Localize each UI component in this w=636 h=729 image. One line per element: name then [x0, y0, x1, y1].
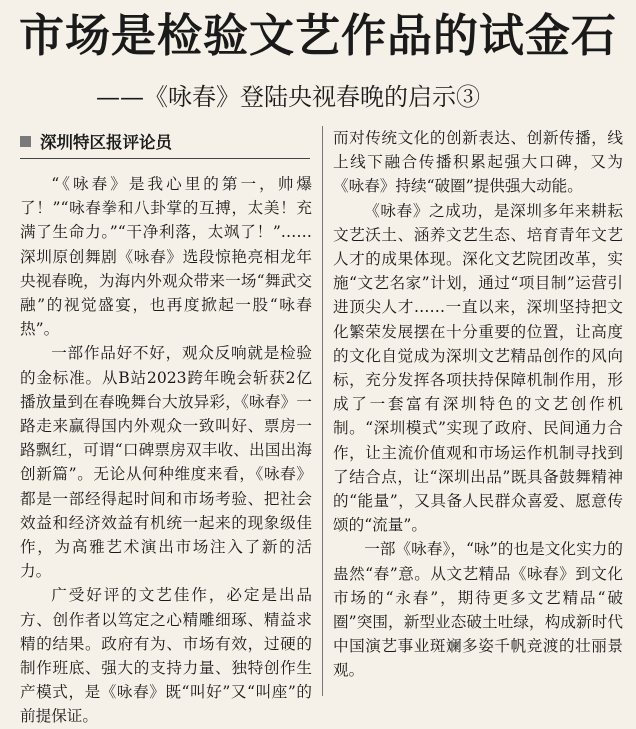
- column-divider: [322, 126, 323, 696]
- right-column: [333, 126, 623, 696]
- paragraph: 广受好评的文艺佳作，必定是出品方、创作者以笃定之心精雕细琢、精益求精的结果。政府有为、市场有效，过硬的制作班底、强大的支持力量、独特创作生产模式，是《咏春》既“叫好”又“叫座”的前提保证。: [20, 586, 312, 726]
- byline: [20, 130, 172, 152]
- headline: 市场是检验文艺作品的试金石: [18, 9, 617, 62]
- paragraph: 一部作品好不好，观众反响就是检验的金标准。从B站2023跨年晚会斩获2亿播放量到在春晚舞台大放异彩，《咏春》一路走来赢得国内外观众一致叫好、票房一路飘红，可谓“口碑票房双丰收、出国出海创新篇”。无论从何种维度来看，《咏春》都是一部经得起时间和市场考验、把社会效益和经济效益有机统一起来的现象级佳作，为高雅艺术演出市场注入了新的活力。: [20, 344, 312, 581]
- left-column: [20, 172, 312, 726]
- paragraph: “《咏春》是我心里的第一，帅爆了！”“咏春拳和八卦掌的互搏，太美！充满了生命力。”“干净利落，太飒了！”……深圳原创舞剧《咏春》选段惊艳亮相龙年央视春晚，为海内外观众带来一场“舞武交融”的视觉盛宴，也再度掀起一股“咏春热”。: [20, 175, 312, 339]
- byline-text: 深圳特区报评论员: [40, 133, 172, 152]
- paragraph: 《咏春》之成功，是深圳多年来耕耘文艺沃土、涵养文艺生态、培育青年文艺人才的成果体现。深化文艺院团改革，实施“文艺名家”计划，通过“项目制”运营引进顶尖人才……一直以来，深圳坚持把文化繁荣发展摆在十分重要的位置，让高度的文化自觉成为深圳文艺精品创作的风向标，充分发挥各项扶持保障机制作用，形成了一套富有深圳特色的文艺创作机制。“深圳模式”实现了政府、民间通力合作，让主流价值观和市场运作机制寻找到了结合点，让“深圳出品”既具备鼓舞精神的“能量”，又具备人民群众喜爱、愿意传颂的“流量”。: [333, 201, 623, 535]
- paragraph-continuation: 而对传统文化的创新表达、创新传播，线上线下融合传播积累起强大口碑，又为《咏春》持续“破圈”提供强大动能。: [333, 129, 623, 196]
- byline-divider: [20, 158, 310, 159]
- byline-square-marker: [20, 136, 31, 147]
- subheadline: ——《咏春》登陆央视春晚的启示③: [96, 83, 480, 111]
- paragraph: 一部《咏春》，“咏”的也是文化实力的蛊然“春”意。从文艺精品《咏春》到文化市场的“永春”，期待更多文艺精品“破圈”突围，新型业态破土吐绿，构成新时代中国演艺事业斑斓多姿千帆竞渡的壮丽景观。: [333, 540, 623, 680]
